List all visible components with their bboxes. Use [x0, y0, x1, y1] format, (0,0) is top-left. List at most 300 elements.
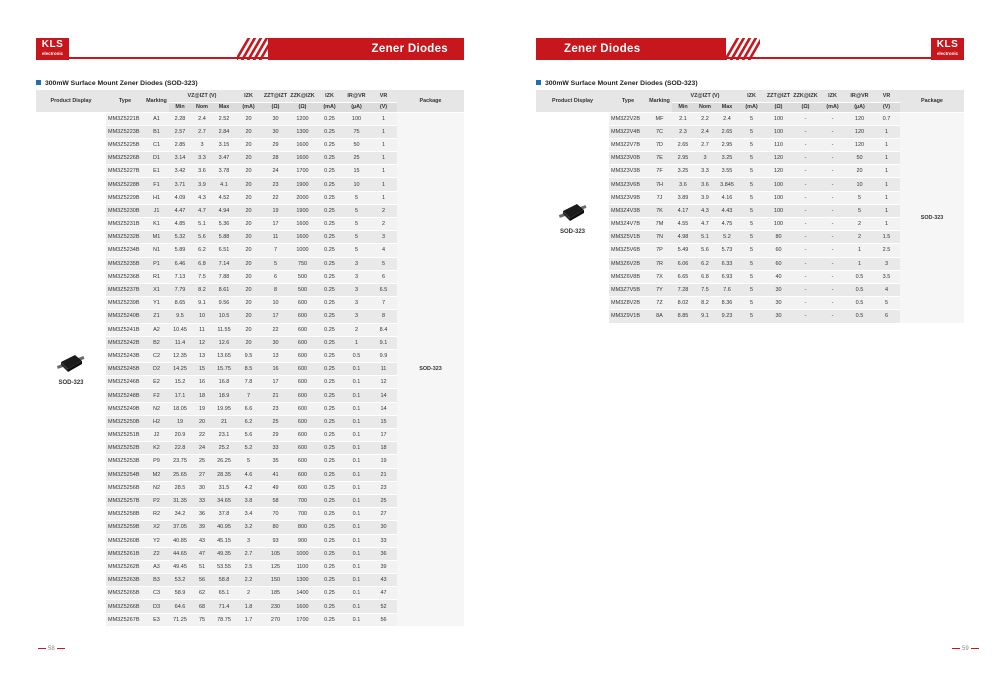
cell-type: MM3Z5241B [106, 323, 144, 336]
table-cell: 29 [262, 429, 289, 442]
cell-type: MM3Z5221B [106, 112, 144, 125]
page-number-left: 58 [36, 646, 67, 652]
table-cell: 0.25 [316, 178, 343, 191]
table-cell: 2.95 [672, 152, 694, 165]
table-cell: 1 [370, 125, 397, 138]
table-cell: 71.4 [213, 600, 235, 613]
table-cell: 3.9 [191, 178, 213, 191]
table-cell: 0.1 [343, 415, 370, 428]
table-cell: 600 [289, 429, 316, 442]
table-cell: 19 [262, 204, 289, 217]
table-cell: 5 [738, 231, 765, 244]
table-cell: 70 [262, 508, 289, 521]
page-number-right: 59 [950, 646, 981, 652]
cell-marking: 7C [647, 125, 672, 138]
cell-type: MM3Z5229B [106, 191, 144, 204]
table-cell: 15 [191, 363, 213, 376]
table-cell: 105 [262, 547, 289, 560]
cell-marking: H1 [144, 191, 169, 204]
col-zzt-unit: (Ω) [262, 102, 289, 112]
table-cell: 4.09 [169, 191, 191, 204]
table-cell: 23 [262, 402, 289, 415]
table-cell: 2.3 [672, 125, 694, 138]
table-cell: 8.02 [672, 297, 694, 310]
col-vr-unit: (V) [370, 102, 397, 112]
table-cell: 1 [873, 152, 900, 165]
table-cell: 150 [262, 574, 289, 587]
table-cell: - [792, 138, 819, 151]
table-cell: 0.25 [316, 191, 343, 204]
table-cell: 5.89 [169, 244, 191, 257]
spec-table-left [36, 90, 464, 627]
cell-marking: E1 [144, 165, 169, 178]
table-cell: 0.25 [316, 587, 343, 600]
table-cell: 600 [289, 455, 316, 468]
table-cell: 9.23 [716, 310, 738, 323]
cell-type: MM3Z5253B [106, 455, 144, 468]
table-cell: 5 [343, 231, 370, 244]
table-cell: 6.33 [716, 257, 738, 270]
table-cell: - [792, 165, 819, 178]
cell-type: MM3Z6V8B [609, 270, 647, 283]
cell-marking: 7R [647, 257, 672, 270]
table-cell: 0.1 [343, 494, 370, 507]
cell-type: MM3Z5V1B [609, 231, 647, 244]
table-cell: 0.1 [343, 481, 370, 494]
table-cell: 700 [289, 494, 316, 507]
table-cell: 1300 [289, 125, 316, 138]
table-cell: 20 [235, 283, 262, 296]
table-cell: 1 [370, 152, 397, 165]
col-izk2-unit: (mA) [819, 102, 846, 112]
table-cell: 2.1 [672, 112, 694, 125]
cell-marking: B1 [144, 125, 169, 138]
spec-table-right [536, 90, 964, 324]
table-cell: 1 [873, 125, 900, 138]
table-cell: 22 [191, 429, 213, 442]
table-cell: 100 [765, 204, 792, 217]
table-cell: - [819, 270, 846, 283]
table-cell: 2.5 [235, 560, 262, 573]
table-cell: 0.25 [316, 415, 343, 428]
cell-marking: 7F [647, 165, 672, 178]
section-title: 300mW Surface Mount Zener Diodes (SOD-323) [536, 80, 698, 87]
table-cell: 62 [191, 587, 213, 600]
table-cell: 6.51 [213, 244, 235, 257]
cell-type: MM3Z5223B [106, 125, 144, 138]
table-cell: 230 [262, 600, 289, 613]
table-cell: 12.35 [169, 349, 191, 362]
table-cell: 31.35 [169, 494, 191, 507]
table-cell: 27 [370, 508, 397, 521]
table-cell: 10 [191, 310, 213, 323]
table-cell: 5 [738, 270, 765, 283]
table-cell: 21 [370, 468, 397, 481]
table-cell: 5.2 [716, 231, 738, 244]
right-page [500, 0, 1000, 683]
table-cell: 270 [262, 613, 289, 626]
table-cell: 9.1 [191, 297, 213, 310]
table-cell: 8.2 [694, 297, 716, 310]
cell-type: MM3Z2V4B [609, 125, 647, 138]
table-cell: 5 [738, 165, 765, 178]
table-cell: 21 [213, 415, 235, 428]
table-cell: 0.1 [343, 429, 370, 442]
section-title: 300mW Surface Mount Zener Diodes (SOD-323) [36, 80, 198, 87]
table-cell: 1600 [289, 138, 316, 151]
table-cell: 600 [289, 323, 316, 336]
table-cell: 28.5 [169, 481, 191, 494]
table-cell: 3.47 [213, 152, 235, 165]
cell-marking: C1 [144, 138, 169, 151]
table-cell: 11 [191, 323, 213, 336]
table-cell: 60 [765, 244, 792, 257]
cell-marking: N1 [144, 244, 169, 257]
cell-marking: 7Y [647, 283, 672, 296]
cell-type: MM3Z5265B [106, 587, 144, 600]
table-cell: 36 [370, 547, 397, 560]
table-cell: 4.94 [213, 204, 235, 217]
table-cell: 0.5 [846, 310, 873, 323]
table-cell: 0.25 [316, 336, 343, 349]
table-cell: 0.1 [343, 442, 370, 455]
cell-marking: P2 [144, 494, 169, 507]
table-cell: 7 [262, 244, 289, 257]
table-cell: 8 [370, 310, 397, 323]
table-cell: 4.17 [672, 204, 694, 217]
table-cell: 15.75 [213, 363, 235, 376]
table-cell: 120 [846, 125, 873, 138]
table-cell: 2.7 [191, 125, 213, 138]
table-cell: 0.25 [316, 231, 343, 244]
table-cell: 3.3 [694, 165, 716, 178]
cell-type: MM3Z3V6B [609, 178, 647, 191]
table-cell: 3.55 [716, 165, 738, 178]
table-cell: 120 [846, 112, 873, 125]
table-cell: 600 [289, 310, 316, 323]
table-cell: 5.36 [213, 218, 235, 231]
col-vz-min: Min [672, 102, 694, 112]
table-cell: 3 [343, 297, 370, 310]
table-cell: 5 [343, 218, 370, 231]
cell-marking: F1 [144, 178, 169, 191]
table-cell: 5 [738, 204, 765, 217]
table-cell: 3 [191, 138, 213, 151]
table-cell: 4.75 [716, 218, 738, 231]
table-cell: 34.2 [169, 508, 191, 521]
table-cell: 9.5 [235, 349, 262, 362]
table-cell: 1 [846, 244, 873, 257]
col-vz: VZ@IZT (V) [672, 90, 738, 102]
col-izk-unit: (mA) [235, 102, 262, 112]
col-izk2: IZK [316, 90, 343, 102]
cell-type: MM3Z5245B [106, 363, 144, 376]
table-cell: 20 [235, 310, 262, 323]
table-cell: 600 [289, 389, 316, 402]
table-row [36, 112, 464, 125]
table-cell: 0.1 [343, 560, 370, 573]
cell-marking: C3 [144, 587, 169, 600]
table-cell: 3.6 [672, 178, 694, 191]
cell-type: MM3Z5258B [106, 508, 144, 521]
table-cell: 3.25 [716, 152, 738, 165]
table-cell: 3 [343, 283, 370, 296]
table-cell: 3.4 [235, 508, 262, 521]
table-cell: 19 [191, 402, 213, 415]
table-cell: 5 [235, 455, 262, 468]
table-cell: 2.7 [235, 547, 262, 560]
table-cell: 6 [370, 270, 397, 283]
cell-marking: D1 [144, 152, 169, 165]
col-vz-nom: Nom [191, 102, 213, 112]
table-cell: 5 [738, 218, 765, 231]
table-cell: 37.05 [169, 521, 191, 534]
table-cell: 0.25 [316, 613, 343, 626]
cell-type: MM3Z7V5B [609, 283, 647, 296]
table-cell: - [792, 112, 819, 125]
table-cell: 600 [289, 349, 316, 362]
table-cell: 1000 [289, 244, 316, 257]
cell-marking: 7Z [647, 297, 672, 310]
cell-marking: P9 [144, 455, 169, 468]
table-cell: 2 [370, 204, 397, 217]
table-cell: 53.55 [213, 560, 235, 573]
table-cell: - [792, 231, 819, 244]
table-cell: 23 [262, 178, 289, 191]
table-cell: 4.16 [716, 191, 738, 204]
table-cell: 0.1 [343, 534, 370, 547]
table-cell: 500 [289, 283, 316, 296]
table-cell: 1000 [289, 547, 316, 560]
cell-marking: B2 [144, 336, 169, 349]
col-ir: IR@VR [846, 90, 873, 102]
cell-type: MM3Z5228B [106, 178, 144, 191]
table-cell: 53.2 [169, 574, 191, 587]
table-cell: 0.1 [343, 402, 370, 415]
table-cell: 14 [370, 402, 397, 415]
table-cell: 4.7 [191, 204, 213, 217]
table-cell: 6.6 [235, 402, 262, 415]
cell-marking: H2 [144, 415, 169, 428]
table-cell: 44.65 [169, 547, 191, 560]
header-stripes [726, 38, 760, 60]
cell-marking: 7N [647, 231, 672, 244]
table-cell: 33 [191, 494, 213, 507]
table-cell: 93 [262, 534, 289, 547]
cell-marking: 7M [647, 218, 672, 231]
table-cell: 0.25 [316, 244, 343, 257]
sod323-package-icon [56, 352, 86, 374]
table-cell: 5.32 [169, 231, 191, 244]
cell-marking: D2 [144, 363, 169, 376]
cell-marking: X2 [144, 521, 169, 534]
cell-type: MM3Z4V3B [609, 204, 647, 217]
cell-type: MM3Z5226B [106, 152, 144, 165]
cell-marking: A1 [144, 112, 169, 125]
cell-type: MM3Z5261B [106, 547, 144, 560]
table-cell: 5 [738, 152, 765, 165]
table-cell: 7.14 [213, 257, 235, 270]
table-cell: 43 [370, 574, 397, 587]
col-type: Type [106, 90, 144, 112]
cell-type: MM3Z5257B [106, 494, 144, 507]
cell-type: MM3Z5260B [106, 534, 144, 547]
table-cell: 30 [262, 112, 289, 125]
cell-type: MM3Z5V6B [609, 244, 647, 257]
table-cell: 23 [370, 481, 397, 494]
table-cell: - [792, 178, 819, 191]
cell-type: MM3Z3V0B [609, 152, 647, 165]
table-cell: 120 [765, 152, 792, 165]
table-cell: 5.6 [694, 244, 716, 257]
table-cell: 3.25 [672, 165, 694, 178]
package-cell: SOD-323 [900, 112, 964, 323]
table-cell: 0.1 [343, 363, 370, 376]
cell-marking: R2 [144, 508, 169, 521]
table-cell: 0.25 [316, 455, 343, 468]
cell-type: MM3Z5239B [106, 297, 144, 310]
table-cell: - [792, 283, 819, 296]
table-cell: 4.1 [213, 178, 235, 191]
table-cell: 5 [738, 191, 765, 204]
table-cell: 1 [873, 191, 900, 204]
cell-type: MM3Z5237B [106, 283, 144, 296]
table-cell: 9.5 [169, 310, 191, 323]
table-cell: 17 [262, 376, 289, 389]
table-cell: 0.25 [316, 297, 343, 310]
table-cell: 19.95 [213, 402, 235, 415]
table-cell: 6.65 [672, 270, 694, 283]
table-cell: - [819, 310, 846, 323]
cell-type: MM3Z5267B [106, 613, 144, 626]
table-cell: 25 [370, 494, 397, 507]
product-display-cell [536, 112, 609, 323]
table-cell: 3 [694, 152, 716, 165]
package-label: SOD-323 [559, 228, 585, 235]
table-cell: 4.3 [191, 191, 213, 204]
table-cell: 7.88 [213, 270, 235, 283]
table-cell: 0.5 [846, 297, 873, 310]
table-cell: 7.28 [672, 283, 694, 296]
table-cell: 20 [235, 125, 262, 138]
cell-type: MM3Z2V2B [609, 112, 647, 125]
table-cell: 3 [370, 231, 397, 244]
table-cell: 49.45 [169, 560, 191, 573]
col-zzk: ZZK@IZK [792, 90, 819, 102]
cell-marking: 7K [647, 204, 672, 217]
table-cell: 185 [262, 587, 289, 600]
col-izk2-unit: (mA) [316, 102, 343, 112]
table-cell: 900 [289, 534, 316, 547]
table-cell: 49.35 [213, 547, 235, 560]
cell-marking: J1 [144, 204, 169, 217]
table-cell: 41 [262, 468, 289, 481]
header-title: Zener Diodes [536, 38, 726, 60]
table-cell: 6.5 [370, 283, 397, 296]
table-cell: 39 [370, 560, 397, 573]
table-cell: 2.85 [169, 138, 191, 151]
table-cell: - [819, 112, 846, 125]
table-cell: 3.14 [169, 152, 191, 165]
cell-type: MM3Z5259B [106, 521, 144, 534]
table-cell: 20 [846, 165, 873, 178]
table-cell: 0.1 [343, 600, 370, 613]
table-cell: 13.65 [213, 349, 235, 362]
table-cell: 20 [235, 218, 262, 231]
table-cell: 0.25 [316, 468, 343, 481]
table-cell: 500 [289, 270, 316, 283]
table-cell: 6.2 [235, 415, 262, 428]
cell-type: MM3Z5251B [106, 429, 144, 442]
table-cell: 0.25 [316, 600, 343, 613]
table-cell: 19 [169, 415, 191, 428]
table-cell: 2.84 [213, 125, 235, 138]
table-cell: 2.65 [716, 125, 738, 138]
table-cell: 20 [235, 297, 262, 310]
table-cell: - [792, 125, 819, 138]
table-cell: 30 [262, 125, 289, 138]
table-cell: 45.15 [213, 534, 235, 547]
package-cell: SOD-323 [397, 112, 464, 626]
table-cell: 1600 [289, 231, 316, 244]
table-cell: 5 [738, 138, 765, 151]
cell-type: MM3Z4V7B [609, 218, 647, 231]
table-cell: 1 [873, 218, 900, 231]
table-cell: 30 [765, 283, 792, 296]
col-ir-unit: (µA) [343, 102, 370, 112]
header-title: Zener Diodes [268, 38, 464, 60]
table-cell: 0.25 [316, 218, 343, 231]
table-cell: 27 [191, 468, 213, 481]
table-cell: 36 [191, 508, 213, 521]
table-cell: 20 [191, 415, 213, 428]
table-cell: 3.5 [873, 270, 900, 283]
table-cell: 0.7 [873, 112, 900, 125]
table-cell: 11.55 [213, 323, 235, 336]
table-cell: - [792, 310, 819, 323]
table-cell: 25 [191, 455, 213, 468]
cell-type: MM3Z5232B [106, 231, 144, 244]
table-cell: 100 [765, 191, 792, 204]
table-cell: 6.46 [169, 257, 191, 270]
cell-marking: 7J [647, 191, 672, 204]
table-cell: 16.8 [213, 376, 235, 389]
table-cell: 5.1 [191, 218, 213, 231]
table-cell: 20 [235, 336, 262, 349]
col-marking: Marking [144, 90, 169, 112]
table-cell: 20 [235, 323, 262, 336]
table-cell: - [792, 204, 819, 217]
table-cell: 0.25 [316, 376, 343, 389]
table-cell: 11 [262, 231, 289, 244]
table-cell: 0.1 [343, 587, 370, 600]
table-cell: 3 [343, 270, 370, 283]
table-cell: 14.25 [169, 363, 191, 376]
table-cell: 0.25 [316, 112, 343, 125]
section-bullet [536, 80, 541, 85]
table-cell: 20 [235, 152, 262, 165]
col-zzk-unit: (Ω) [289, 102, 316, 112]
col-vz-max: Max [213, 102, 235, 112]
table-cell: 20 [235, 231, 262, 244]
cell-marking: MF [647, 112, 672, 125]
col-marking: Marking [647, 90, 672, 112]
table-cell: - [819, 204, 846, 217]
table-cell: 65.1 [213, 587, 235, 600]
table-cell: 2.2 [694, 112, 716, 125]
table-cell: 0.25 [316, 270, 343, 283]
table-cell: 6 [262, 270, 289, 283]
